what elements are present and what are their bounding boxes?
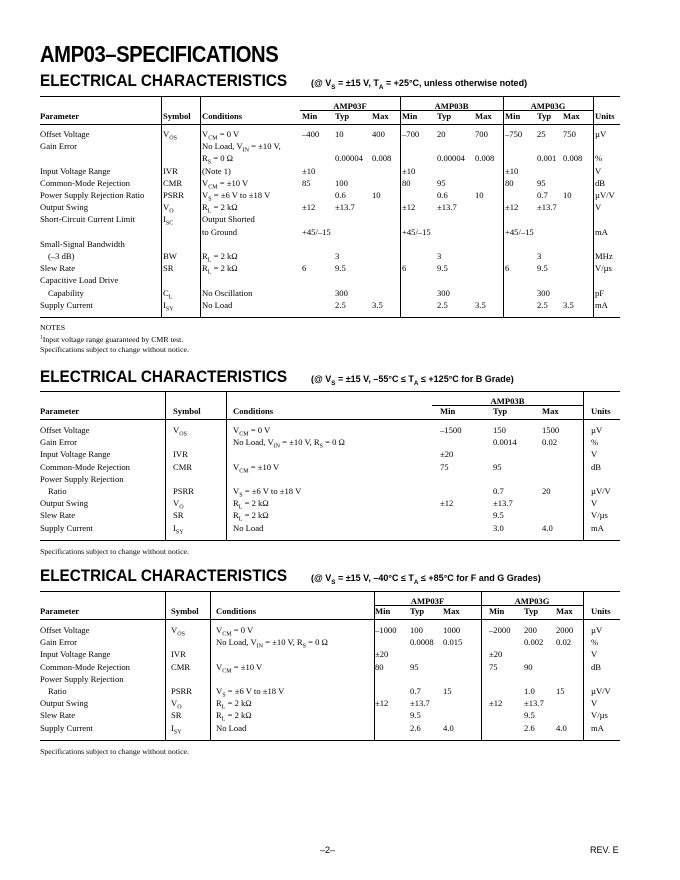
table-cell: 20 — [542, 486, 551, 496]
table-cell: $V_{CM} = \pm 10$ V — [216, 661, 263, 675]
table-cell: 95 — [493, 461, 502, 472]
table-bottom-rule — [40, 540, 620, 541]
table-cell: pF — [595, 287, 605, 298]
table-cell: 4.0 — [443, 722, 454, 733]
column-header: Units — [591, 606, 611, 616]
column-header: Typ — [410, 606, 425, 616]
table-cell: V — [595, 165, 602, 176]
table-cell: dB — [591, 661, 602, 672]
table-cell: SR — [171, 710, 182, 721]
table-cell: % — [591, 437, 599, 448]
section1-heading-text: ELECTRICAL CHARACTERISTICS — [40, 71, 288, 90]
table-cell: $R_L = 2$ kΩ — [216, 698, 252, 711]
table-cell: 4.0 — [556, 722, 567, 733]
table-cell: BW — [163, 251, 177, 261]
column-header: Max — [542, 406, 559, 416]
column-divider — [583, 591, 584, 740]
table-cell: Capability — [48, 287, 84, 298]
table-cell: +45/–15 — [505, 226, 534, 237]
table-cell: ±12 — [302, 202, 316, 213]
table-cell: µV/V — [591, 686, 611, 696]
table-cell: 3 — [537, 251, 542, 261]
section3-heading-text: ELECTRICAL CHARACTERISTICS — [40, 566, 288, 585]
group-header: AMP03G — [530, 101, 566, 111]
table-cell: 0.02 — [556, 637, 572, 648]
column-header: Symbol — [173, 406, 201, 416]
table-cell: (–3 dB) — [48, 251, 75, 261]
table-cell: 2.5 — [537, 299, 548, 310]
table-cell: Small-Signal Bandwidth — [40, 238, 125, 249]
table-cell: V — [591, 449, 598, 460]
table-cell: 80 — [402, 177, 411, 188]
table-cell: 6 — [505, 263, 510, 274]
table-cell: Common-Mode Rejection — [40, 177, 130, 188]
table-cell: IVR — [173, 449, 188, 460]
page-number: –2– — [320, 845, 336, 855]
table-cell: 0.008 — [475, 153, 495, 164]
table-cell: $V_{CM} = 0$ V — [233, 425, 271, 438]
table-cell: 0.008 — [563, 153, 583, 164]
table-top-rule — [40, 391, 620, 392]
column-header: Max — [372, 111, 389, 121]
table-cell: SR — [173, 510, 184, 521]
table-cell: 15 — [443, 686, 452, 696]
column-header: Min — [440, 406, 456, 416]
table-cell: 4.0 — [542, 522, 553, 533]
table-cell: 9.5 — [537, 263, 548, 274]
column-header: Min — [489, 606, 505, 616]
table-cell: 2.6 — [410, 722, 421, 733]
table-cell: 0.00004 — [437, 153, 465, 164]
revision-label: REV. E — [590, 845, 619, 855]
table-cell: Output Swing — [40, 202, 88, 213]
column-header: Max — [443, 606, 460, 616]
table-cell: ±20 — [375, 649, 389, 660]
table-cell: Common-Mode Rejection — [40, 461, 130, 472]
table-cell: No Load — [216, 722, 247, 733]
table-cell: No Load — [202, 299, 233, 310]
table-cell: No Oscillation — [202, 287, 253, 298]
table-cell: CMR — [173, 461, 193, 472]
table-cell: 15 — [556, 686, 565, 696]
section1-conditions: (@ $V_S = \pm 15$ V, $T_A = +25^\circ C$, unless otherwise noted) — [310, 78, 528, 91]
table-cell: 0.0014 — [493, 437, 517, 448]
table-cell: V — [591, 698, 598, 709]
group-header: AMP03B — [434, 101, 469, 111]
table-cell: ±12 — [505, 202, 519, 213]
table-cell: ±12 — [375, 698, 389, 709]
table-cell: 2.5 — [437, 299, 448, 310]
table-cell: 10 — [563, 190, 572, 200]
table-cell: 9.5 — [493, 510, 504, 521]
table-top-rule — [40, 96, 620, 97]
column-divider — [503, 96, 504, 317]
table-cell: ±13.7 — [537, 202, 557, 213]
column-header: Min — [302, 111, 318, 121]
table-cell: Supply Current — [40, 522, 93, 533]
table-cell: Gain Error — [40, 141, 77, 152]
table-cell: 10 — [475, 190, 484, 200]
table-cell: Offset Voltage — [40, 625, 90, 635]
section2-heading-text: ELECTRICAL CHARACTERISTICS — [40, 367, 288, 386]
table-cell: dB — [591, 461, 602, 472]
table-cell: IVR — [171, 649, 186, 660]
table-cell: 300 — [335, 287, 348, 298]
table-cell: ±12 — [440, 498, 454, 509]
table-cell: Input Voltage Range — [40, 649, 111, 660]
table-cell: Output Swing — [40, 698, 88, 709]
table-bottom-rule — [40, 740, 620, 741]
table-cell: –750 — [505, 129, 523, 139]
table-cell: Offset Voltage — [40, 425, 90, 435]
table-cell: $R_L = 2$ kΩ — [233, 510, 269, 524]
column-divider — [481, 591, 482, 740]
table-cell: Supply Current — [40, 299, 93, 310]
table-cell: –1500 — [440, 425, 462, 435]
table-cell: µV — [591, 425, 603, 435]
table-cell: 10 — [335, 129, 344, 139]
column-header: Conditions — [216, 606, 257, 616]
table-cell: 0.001 — [537, 153, 557, 164]
table-cell: PSRR — [173, 486, 195, 496]
column-header: Typ — [335, 111, 350, 121]
column-divider — [400, 96, 401, 317]
table-cell: 9.5 — [437, 263, 448, 274]
table-cell: $R_L = 2$ kΩ — [202, 263, 238, 276]
table-cell: µV — [595, 129, 607, 139]
table-cell: Common-Mode Rejection — [40, 661, 130, 672]
table-cell: ±20 — [440, 449, 454, 460]
table-cell: 6 — [402, 263, 407, 274]
table-cell: $V_{OS}$ — [171, 625, 185, 638]
table-cell: Slew Rate — [40, 710, 76, 721]
column-header: Typ — [537, 111, 552, 121]
table-cell: –400 — [302, 129, 320, 139]
note-line: NOTES — [40, 323, 66, 332]
table-cell: ±12 — [489, 698, 503, 709]
table-cell: mA — [595, 226, 608, 237]
table-cell: Ratio — [48, 686, 67, 696]
group-header: AMP03B — [490, 396, 525, 406]
table-cell: Short-Circuit Current Limit — [40, 214, 135, 225]
table-cell: 2000 — [556, 625, 574, 635]
table-cell: 25 — [537, 129, 546, 139]
table-cell: $I_{SY}$ — [163, 299, 174, 313]
table-cell: +45/–15 — [302, 226, 331, 237]
table-cell: No Load — [233, 522, 264, 533]
table-cell: 2.6 — [524, 722, 535, 733]
table-cell: $V_O$ — [171, 698, 182, 711]
column-header: Units — [591, 406, 611, 416]
table-cell: MHz — [595, 251, 613, 261]
table-cell: 3 — [437, 251, 442, 261]
header-bottom-rule — [40, 124, 620, 125]
column-header: Parameter — [40, 111, 80, 121]
table-cell: 3.5 — [563, 299, 574, 310]
table-cell: V — [591, 649, 598, 660]
table-cell: Gain Error — [40, 637, 77, 648]
table-cell: $V_{CM} = 0$ V — [216, 625, 254, 638]
section3-conditions: (@ $V_S = \pm 15$ V, $-40^\circ C \le T_A \le +85^\circ C$ for F and G Grades) — [310, 573, 541, 586]
table-cell: 300 — [437, 287, 450, 298]
note-line: Specifications subject to change without notice. — [40, 546, 189, 556]
table-cell: No Load, $V_{IN} = \pm 10$ V, $R_S = 0$ Ω — [233, 437, 345, 450]
table-cell: SR — [163, 263, 174, 274]
column-header: Min — [505, 111, 521, 121]
table-cell: 300 — [537, 287, 550, 298]
table-cell: Power Supply Rejection — [40, 673, 124, 684]
table-cell: $V_{OS}$ — [163, 129, 177, 142]
table-cell: $R_S = 0$ Ω — [202, 153, 234, 167]
header-bottom-rule — [40, 619, 620, 620]
table-cell: Power Supply Rejection — [40, 473, 124, 484]
table-cell: Supply Current — [40, 722, 93, 733]
note-line: $^1$Input voltage range guaranteed by CMR test. — [40, 334, 184, 344]
table-cell: 1.0 — [524, 686, 535, 696]
table-cell: 3 — [335, 251, 340, 261]
table-cell: 95 — [410, 661, 419, 672]
table-cell: +45/–15 — [402, 226, 431, 237]
column-divider — [583, 391, 584, 540]
table-cell: µV/V — [591, 486, 611, 496]
table-cell: 2.5 — [335, 299, 346, 310]
table-cell: 20 — [437, 129, 446, 139]
table-cell: Output Swing — [40, 498, 88, 509]
table-cell: 90 — [524, 661, 533, 672]
table-cell: ±13.7 — [437, 202, 457, 213]
table-cell: V — [595, 202, 602, 213]
table-cell: $C_L$ — [163, 287, 173, 301]
table-cell: $R_L = 2$ kΩ — [216, 710, 252, 724]
column-header: Typ — [524, 606, 539, 616]
table-cell: 10 — [372, 190, 381, 200]
table-cell: $V_{OS}$ — [173, 425, 187, 438]
table-cell: –1000 — [375, 625, 397, 635]
column-divider — [165, 391, 166, 540]
column-header: Max — [556, 606, 573, 616]
table-cell: dB — [595, 177, 606, 188]
table-cell: (Note 1) — [202, 165, 231, 176]
column-header: Conditions — [233, 406, 274, 416]
column-divider — [165, 591, 166, 740]
table-cell: $V_S = \pm 6$ V to ±18 V — [216, 686, 285, 699]
table-cell: 700 — [475, 129, 488, 139]
table-bottom-rule — [40, 317, 620, 318]
table-cell: –2000 — [489, 625, 511, 635]
column-header: Max — [475, 111, 492, 121]
table-cell: 0.0008 — [410, 637, 434, 648]
table-cell: 3.5 — [475, 299, 486, 310]
table-cell: 0.00004 — [335, 153, 363, 164]
table-cell: No Load, $V_{IN} = \pm 10$ V, $R_S = 0$ Ω — [216, 637, 328, 650]
table-cell: 85 — [302, 177, 311, 188]
table-cell: Input Voltage Range — [40, 449, 111, 460]
table-cell: ±13.7 — [493, 498, 513, 509]
table-cell: –700 — [402, 129, 420, 139]
table-cell: $R_L = 2$ kΩ — [202, 251, 238, 264]
table-cell: to Ground — [202, 226, 238, 237]
table-cell: 9.5 — [410, 710, 421, 721]
page-title: AMP03–SPECIFICATIONS — [40, 41, 279, 67]
table-cell: ±13.7 — [524, 698, 544, 709]
table-cell: CMR — [171, 661, 191, 672]
column-header: Symbol — [171, 606, 199, 616]
column-header: Min — [402, 111, 418, 121]
table-cell: ±12 — [402, 202, 416, 213]
table-top-rule — [40, 591, 620, 592]
column-divider — [226, 391, 227, 540]
header-bottom-rule — [40, 419, 620, 420]
table-cell: 0.7 — [537, 190, 548, 200]
table-cell: V/µs — [591, 510, 608, 521]
table-cell: ±20 — [489, 649, 503, 660]
table-cell: $R_L = 2$ kΩ — [233, 498, 269, 511]
table-cell: 75 — [440, 461, 449, 472]
note-line: Specifications subject to change without notice. — [40, 345, 189, 354]
table-cell: 3.0 — [493, 522, 504, 533]
table-cell: 100 — [410, 625, 423, 635]
note-line: Specifications subject to change without notice. — [40, 746, 189, 756]
table-cell: 0.7 — [493, 486, 504, 496]
table-cell: 95 — [537, 177, 546, 188]
table-cell: 100 — [335, 177, 348, 188]
table-cell: Offset Voltage — [40, 129, 90, 139]
table-cell: Input Voltage Range — [40, 165, 111, 176]
column-divider — [210, 591, 211, 740]
table-cell: mA — [595, 299, 608, 310]
column-divider — [593, 96, 594, 317]
table-cell: 400 — [372, 129, 385, 139]
section2-conditions: (@ $V_S = \pm 15$ V, $-55^\circ C \le T_A \le +125^\circ C$ for B Grade) — [310, 374, 514, 387]
table-cell: 9.5 — [335, 263, 346, 274]
table-cell: $V_O$ — [163, 202, 174, 215]
table-cell: 1000 — [443, 625, 461, 635]
table-cell: $I_{SY}$ — [171, 722, 182, 736]
table-cell: µV — [591, 625, 603, 635]
column-header: Typ — [437, 111, 452, 121]
section3-heading — [40, 566, 541, 586]
table-cell: V/µs — [595, 263, 612, 274]
table-cell: 0.6 — [437, 190, 448, 200]
table-cell: 0.002 — [524, 637, 544, 648]
table-cell: PSRR — [163, 190, 185, 200]
table-cell: No Load, $V_{IN} = \pm 10$ V, — [202, 141, 281, 154]
table-cell: 0.7 — [410, 686, 421, 696]
table-cell: 95 — [437, 177, 446, 188]
column-divider — [200, 96, 201, 317]
group-header: AMP03F — [410, 596, 445, 606]
table-cell: $I_{SC}$ — [163, 214, 174, 228]
table-cell: 3.5 — [372, 299, 383, 310]
column-header: Max — [563, 111, 580, 121]
table-cell: Output Shorted — [202, 214, 255, 225]
table-cell: 200 — [524, 625, 537, 635]
table-cell: V/µs — [591, 710, 608, 721]
table-cell: 75 — [489, 661, 498, 672]
column-header: Min — [375, 606, 391, 616]
table-cell: $V_{CM} = 0$ V — [202, 129, 240, 142]
column-header: Typ — [493, 406, 508, 416]
table-cell: 80 — [375, 661, 384, 672]
table-cell: 1500 — [542, 425, 560, 435]
table-cell: $V_O$ — [173, 498, 184, 511]
table-cell: 6 — [302, 263, 307, 274]
table-cell: 750 — [563, 129, 576, 139]
table-cell: 0.6 — [335, 190, 346, 200]
group-underline — [374, 605, 481, 606]
table-cell: $V_{CM} = \pm 10$ V — [202, 177, 249, 191]
table-cell: $V_S = \pm 6$ V to ±18 V — [202, 190, 271, 203]
table-cell: PSRR — [171, 686, 193, 696]
table-cell: Slew Rate — [40, 510, 76, 521]
table-cell: CMR — [163, 177, 183, 188]
section1-heading — [40, 71, 527, 91]
table-cell: ±10 — [302, 165, 316, 176]
table-cell: Gain Error — [40, 437, 77, 448]
table-cell: $V_{CM} = \pm 10$ V — [233, 461, 280, 475]
table-cell: ±13.7 — [410, 698, 430, 709]
table-cell: $V_S = \pm 6$ V to ±18 V — [233, 486, 302, 499]
table-cell: 0.015 — [443, 637, 463, 648]
table-cell: $I_{SY}$ — [173, 522, 184, 536]
table-cell: $R_L = 2$ kΩ — [202, 202, 238, 215]
column-header: Symbol — [163, 111, 191, 121]
table-cell: % — [595, 153, 603, 164]
table-cell: µV/V — [595, 190, 615, 200]
table-cell: % — [591, 637, 599, 648]
table-cell: 80 — [505, 177, 514, 188]
column-divider — [161, 96, 162, 317]
group-header: AMP03F — [333, 101, 367, 111]
table-cell: IVR — [163, 165, 178, 176]
group-header: AMP03G — [514, 596, 550, 606]
table-cell: Capacitive Load Drive — [40, 275, 119, 286]
table-cell: 9.5 — [524, 710, 535, 721]
column-header: Conditions — [202, 111, 243, 121]
table-cell: Power Supply Rejection Ratio — [40, 190, 145, 200]
column-header: Units — [595, 111, 615, 121]
table-cell: 150 — [493, 425, 506, 435]
table-cell: Slew Rate — [40, 263, 76, 274]
table-cell: 0.008 — [372, 153, 392, 164]
table-cell: V — [591, 498, 598, 509]
section2-heading — [40, 367, 514, 387]
table-cell: ±10 — [505, 165, 519, 176]
column-header: Parameter — [40, 606, 80, 616]
table-cell: 0.02 — [542, 437, 558, 448]
table-cell: ±13.7 — [335, 202, 355, 213]
table-cell: mA — [591, 722, 604, 733]
column-header: Parameter — [40, 406, 80, 416]
table-cell: Ratio — [48, 486, 67, 496]
table-cell: ±10 — [402, 165, 416, 176]
table-cell: mA — [591, 522, 604, 533]
